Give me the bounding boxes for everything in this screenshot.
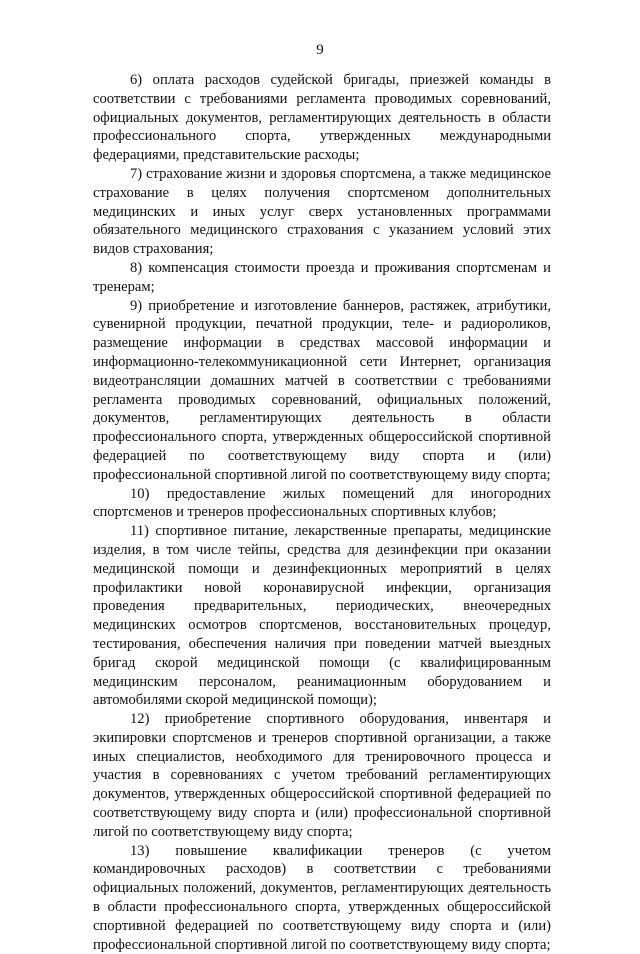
paragraph-item-7: 7) страхование жизни и здоровья спортсмена, а также медицинское страхование в целях получения спортсменом дополнительных медицинских и иных услуг сверх установленных программами обязательного медицинского страхования с указанием условий этих видов страхования; [93, 165, 551, 258]
paragraph-item-8: 8) компенсация стоимости проезда и проживания спортсменам и тренерам; [93, 259, 551, 295]
paragraph-item-11: 11) спортивное питание, лекарственные препараты, медицинские изделия, в том числе тейпы, средства для дезинфекции при оказании медицинской помощи и дезинфекционных мероприятий в целях профилактики новой коронавирусной инфекции, организация проведения предварительных, периодических, внеочередных медицинских осмотров спортсменов, восстановительных процедур, тестирования, обеспечения наличия при поведении матчей выездных бригад скорой медицинской помощи (с квалифицированным медицинским персоналом, реанимационным оборудованием и автомобилями скорой медицинской помощи); [93, 523, 551, 709]
paragraph-item-6: 6) оплата расходов судейской бригады, приезжей команды в соответствии с требованиями регламента проводимых соревнований, официальных документов, регламентирующих деятельность в области профессионального спорта, утвержденных международными федерациями, представительские расходы; [93, 72, 551, 164]
paragraph-item-10: 10) предоставление жилых помещений для иногородних спортсменов и тренеров профессиональных спортивных клубов; [93, 485, 551, 521]
document-body [93, 71, 551, 954]
paragraph-item-12: 12) приобретение спортивного оборудования, инвентаря и экипировки спортсменов и тренеров спортивной организации, а также иных специалистов, необходимого для тренировочного процесса и участия в соревнованиях с учетом требований регламентирующих документов, утвержденных общероссийской спортивной федерацией по соответствующему виду спорта и (или) профессиональной спортивной лигой по соответствующему виду спорта; [93, 711, 551, 840]
page-number: 9 [316, 42, 324, 58]
paragraph-item-9: 9) приобретение и изготовление баннеров, растяжек, атрибутики, сувенирной продукции, печатной продукции, теле- и радиороликов, размещение информации в средствах массовой информации и информационно-телекоммуникационной сети Интернет, организация видеотрансляции домашних матчей в соответствии с требованиями регламента проводимых соревнований, официальных положений, документов, регламентирующих деятельность в области профессионального спорта, утвержденных общероссийской спортивной федерацией по соответствующему виду спорта и (или) профессиональной спортивной лигой по соответствующему виду спорта; [93, 297, 551, 483]
paragraph-item-13: 13) повышение квалификации тренеров (с учетом командировочных расходов) в соответствии с требованиями официальных положений, документов, регламентирующих деятельность в области профессионального спорта, утвержденных общероссийской спортивной федерацией по соответствующему виду спорта и (или) профессиональной спортивной лигой по соответствующему виду спорта; [93, 842, 551, 953]
